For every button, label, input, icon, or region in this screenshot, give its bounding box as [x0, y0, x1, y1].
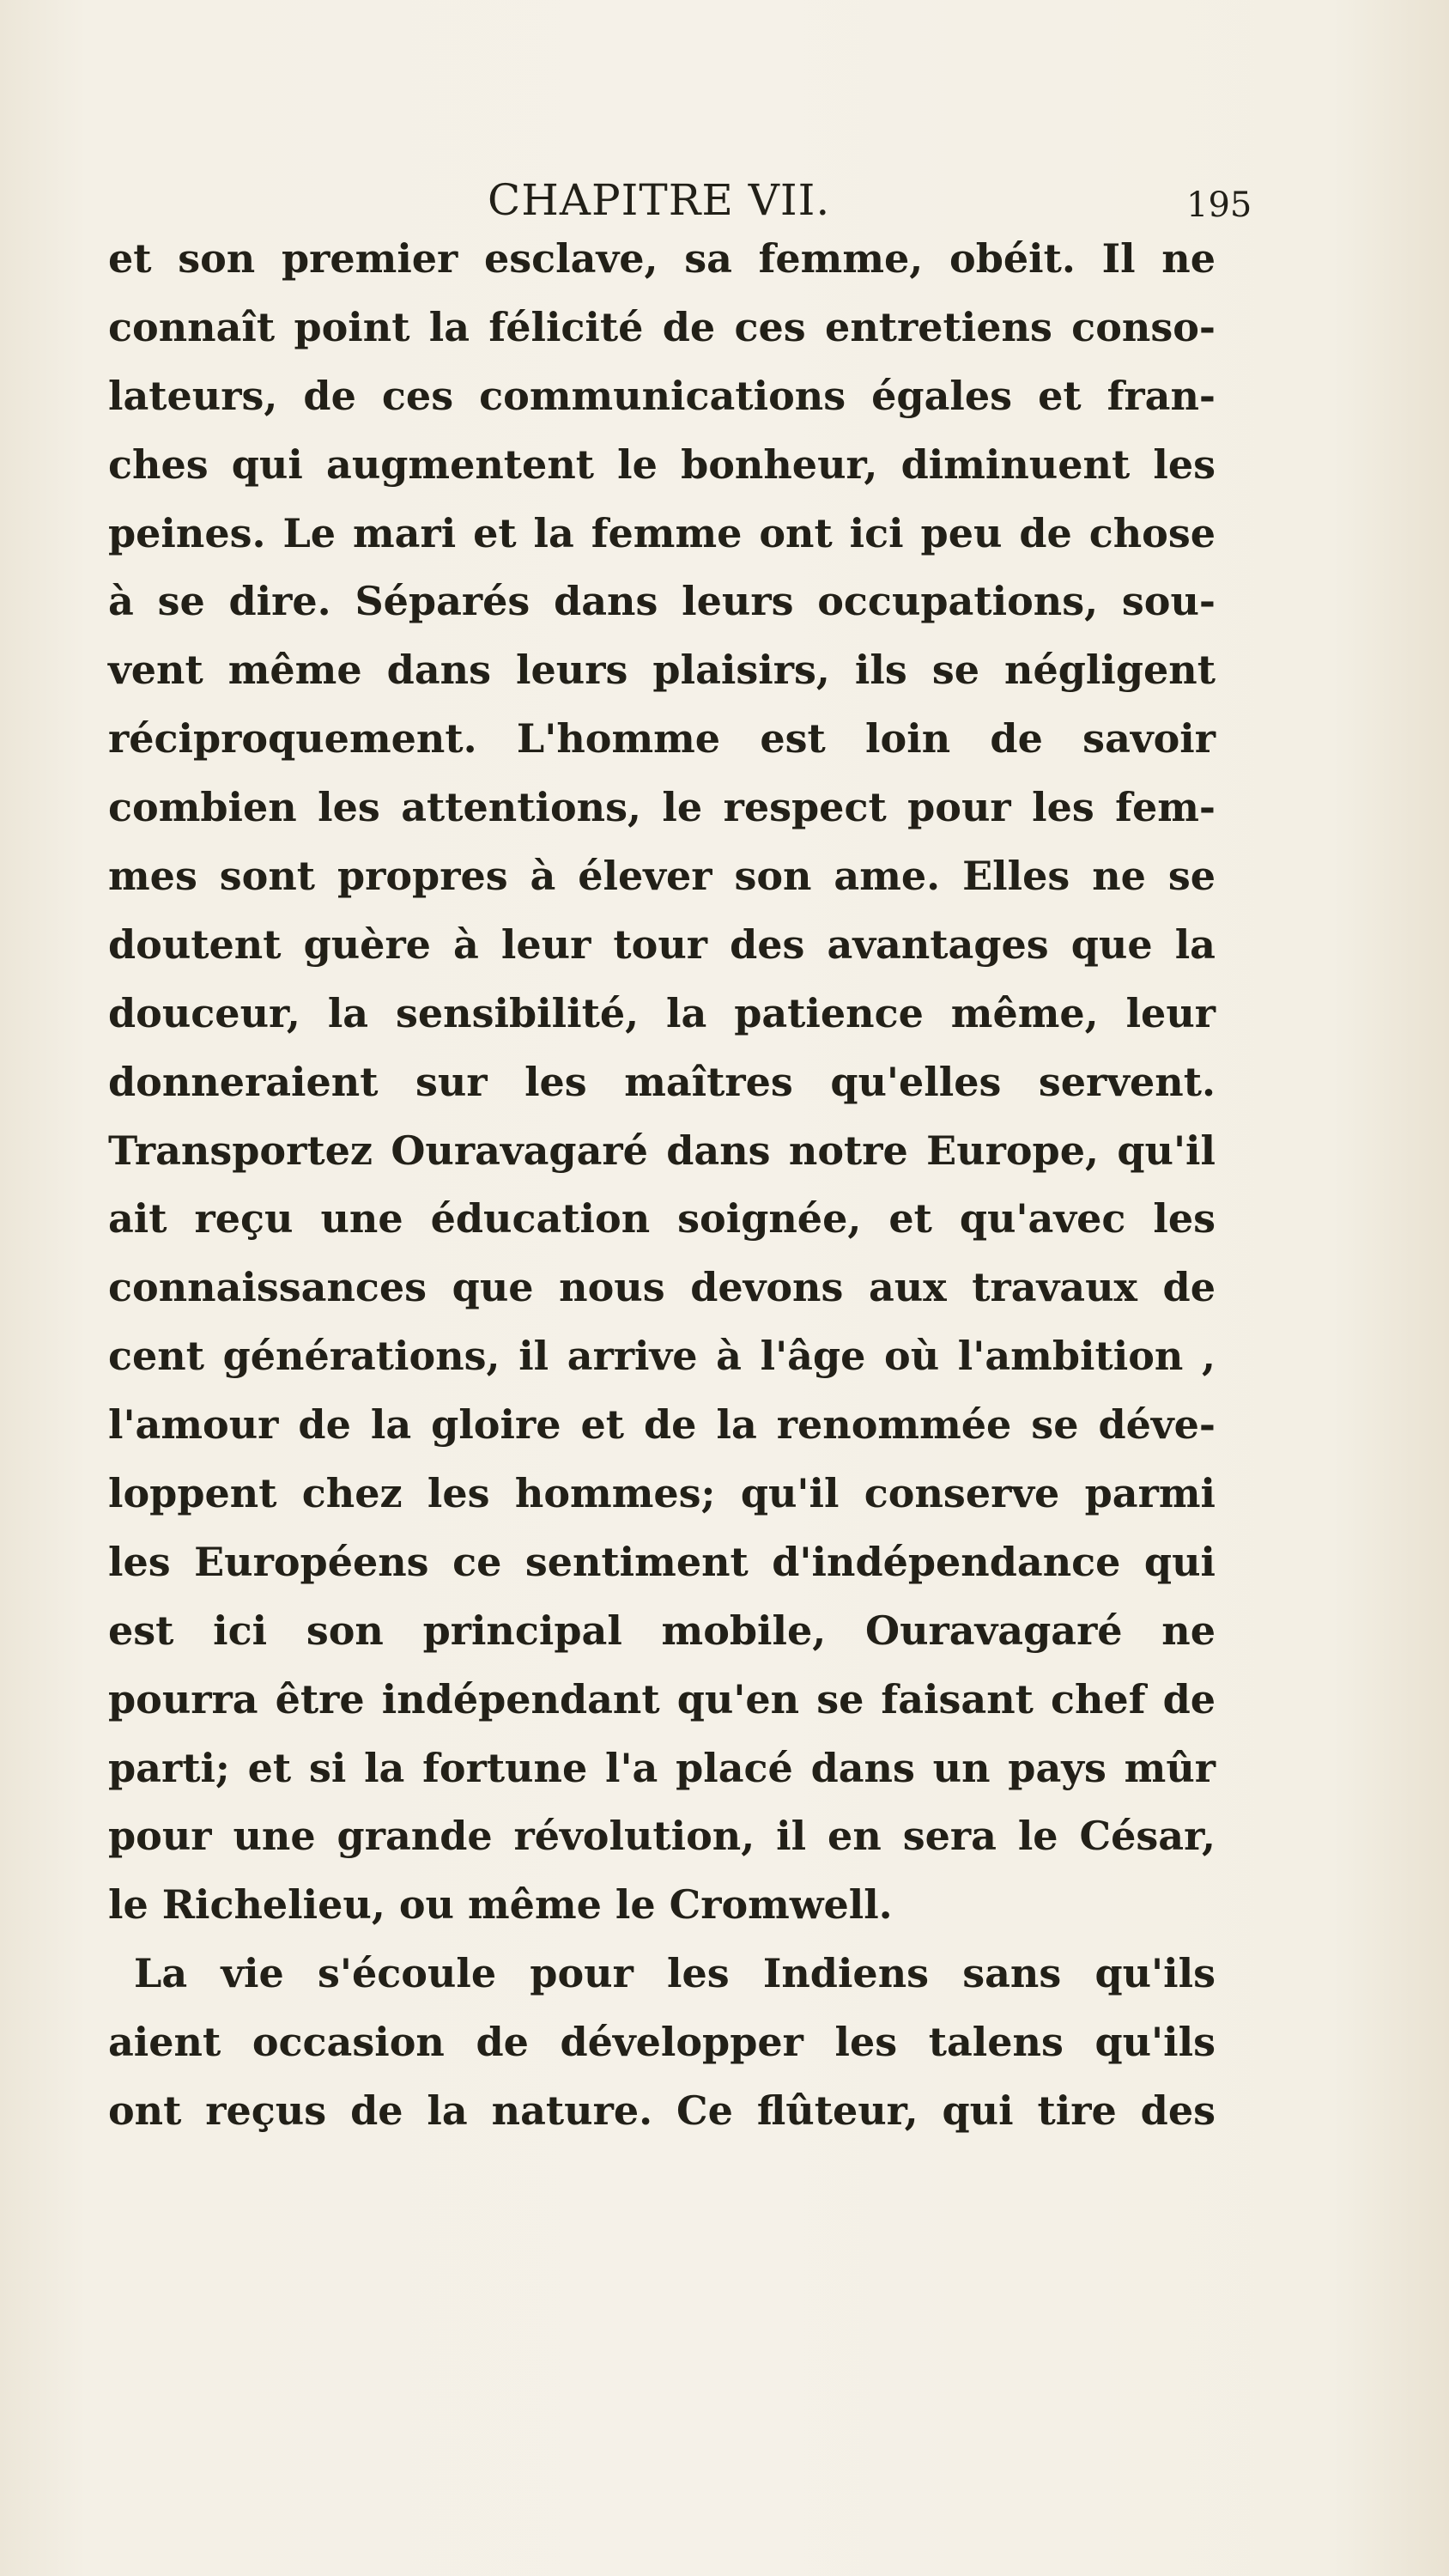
text-line: connaissances que nous devons aux travaux de [108, 1264, 1216, 1311]
text-line: ait reçu une éducation soignée, et qu'avec les [108, 1195, 1216, 1242]
page-number: 195 [1186, 185, 1252, 225]
text-line: douceur, la sensibilité, la patience même, leur [108, 989, 1216, 1036]
text-line: pourra être indépendant qu'en se faisant chef de [108, 1675, 1216, 1722]
text-line: loppent chez les hommes; qu'il conserve parmi [108, 1470, 1216, 1517]
text-line: vent même dans leurs plaisirs, ils se négligent [108, 647, 1216, 694]
text-line: ont reçus de la nature. Ce flûteur, qui tire des [108, 2087, 1216, 2135]
text-line-paragraph-start: La vie s'écoule pour les Indiens sans qu'ils [134, 1950, 1216, 1997]
text-line-paragraph-end: le Richelieu, ou même le Cromwell. [108, 1881, 893, 1929]
text-line: à se dire. Séparés dans leurs occupations, sou- [108, 578, 1216, 625]
text-line: connaît point la félicité de ces entretiens conso- [108, 303, 1216, 350]
chapter-title: CHAPITRE VII. [488, 175, 831, 225]
text-line: pour une grande révolution, il en sera le César, [108, 1813, 1216, 1860]
text-line: cent générations, il arrive à l'âge où l'ambition , [108, 1333, 1216, 1380]
text-line: Transportez Ouravagaré dans notre Europe, qu'il [108, 1127, 1216, 1174]
text-line: est ici son principal mobile, Ouravagaré ne [108, 1607, 1216, 1654]
text-line: l'amour de la gloire et de la renommée se déve- [108, 1401, 1216, 1449]
text-line: mes sont propres à élever son ame. Elles ne se [108, 853, 1216, 900]
text-line: donneraient sur les maîtres qu'elles servent. [108, 1058, 1216, 1105]
text-line: combien les attentions, le respect pour les fem- [108, 784, 1216, 831]
text-line: aient occasion de développer les talens qu'ils [108, 2019, 1216, 2066]
text-line: ches qui augmentent le bonheur, diminuent les [108, 440, 1216, 488]
text-line: lateurs, de ces communications égales et fran- [108, 372, 1216, 419]
text-line: réciproquement. L'homme est loin de savoir [108, 715, 1216, 762]
text-line: parti; et si la fortune l'a placé dans un pays mûr [108, 1744, 1216, 1791]
running-head [0, 170, 1449, 230]
text-line: doutent guère à leur tour des avantages que la [108, 920, 1216, 968]
text-line: les Européens ce sentiment d'indépendance qui [108, 1538, 1216, 1585]
text-line: et son premier esclave, sa femme, obéit. Il ne [108, 235, 1216, 282]
body-text [108, 225, 1216, 2146]
text-line: peines. Le mari et la femme ont ici peu de chose [108, 509, 1216, 556]
